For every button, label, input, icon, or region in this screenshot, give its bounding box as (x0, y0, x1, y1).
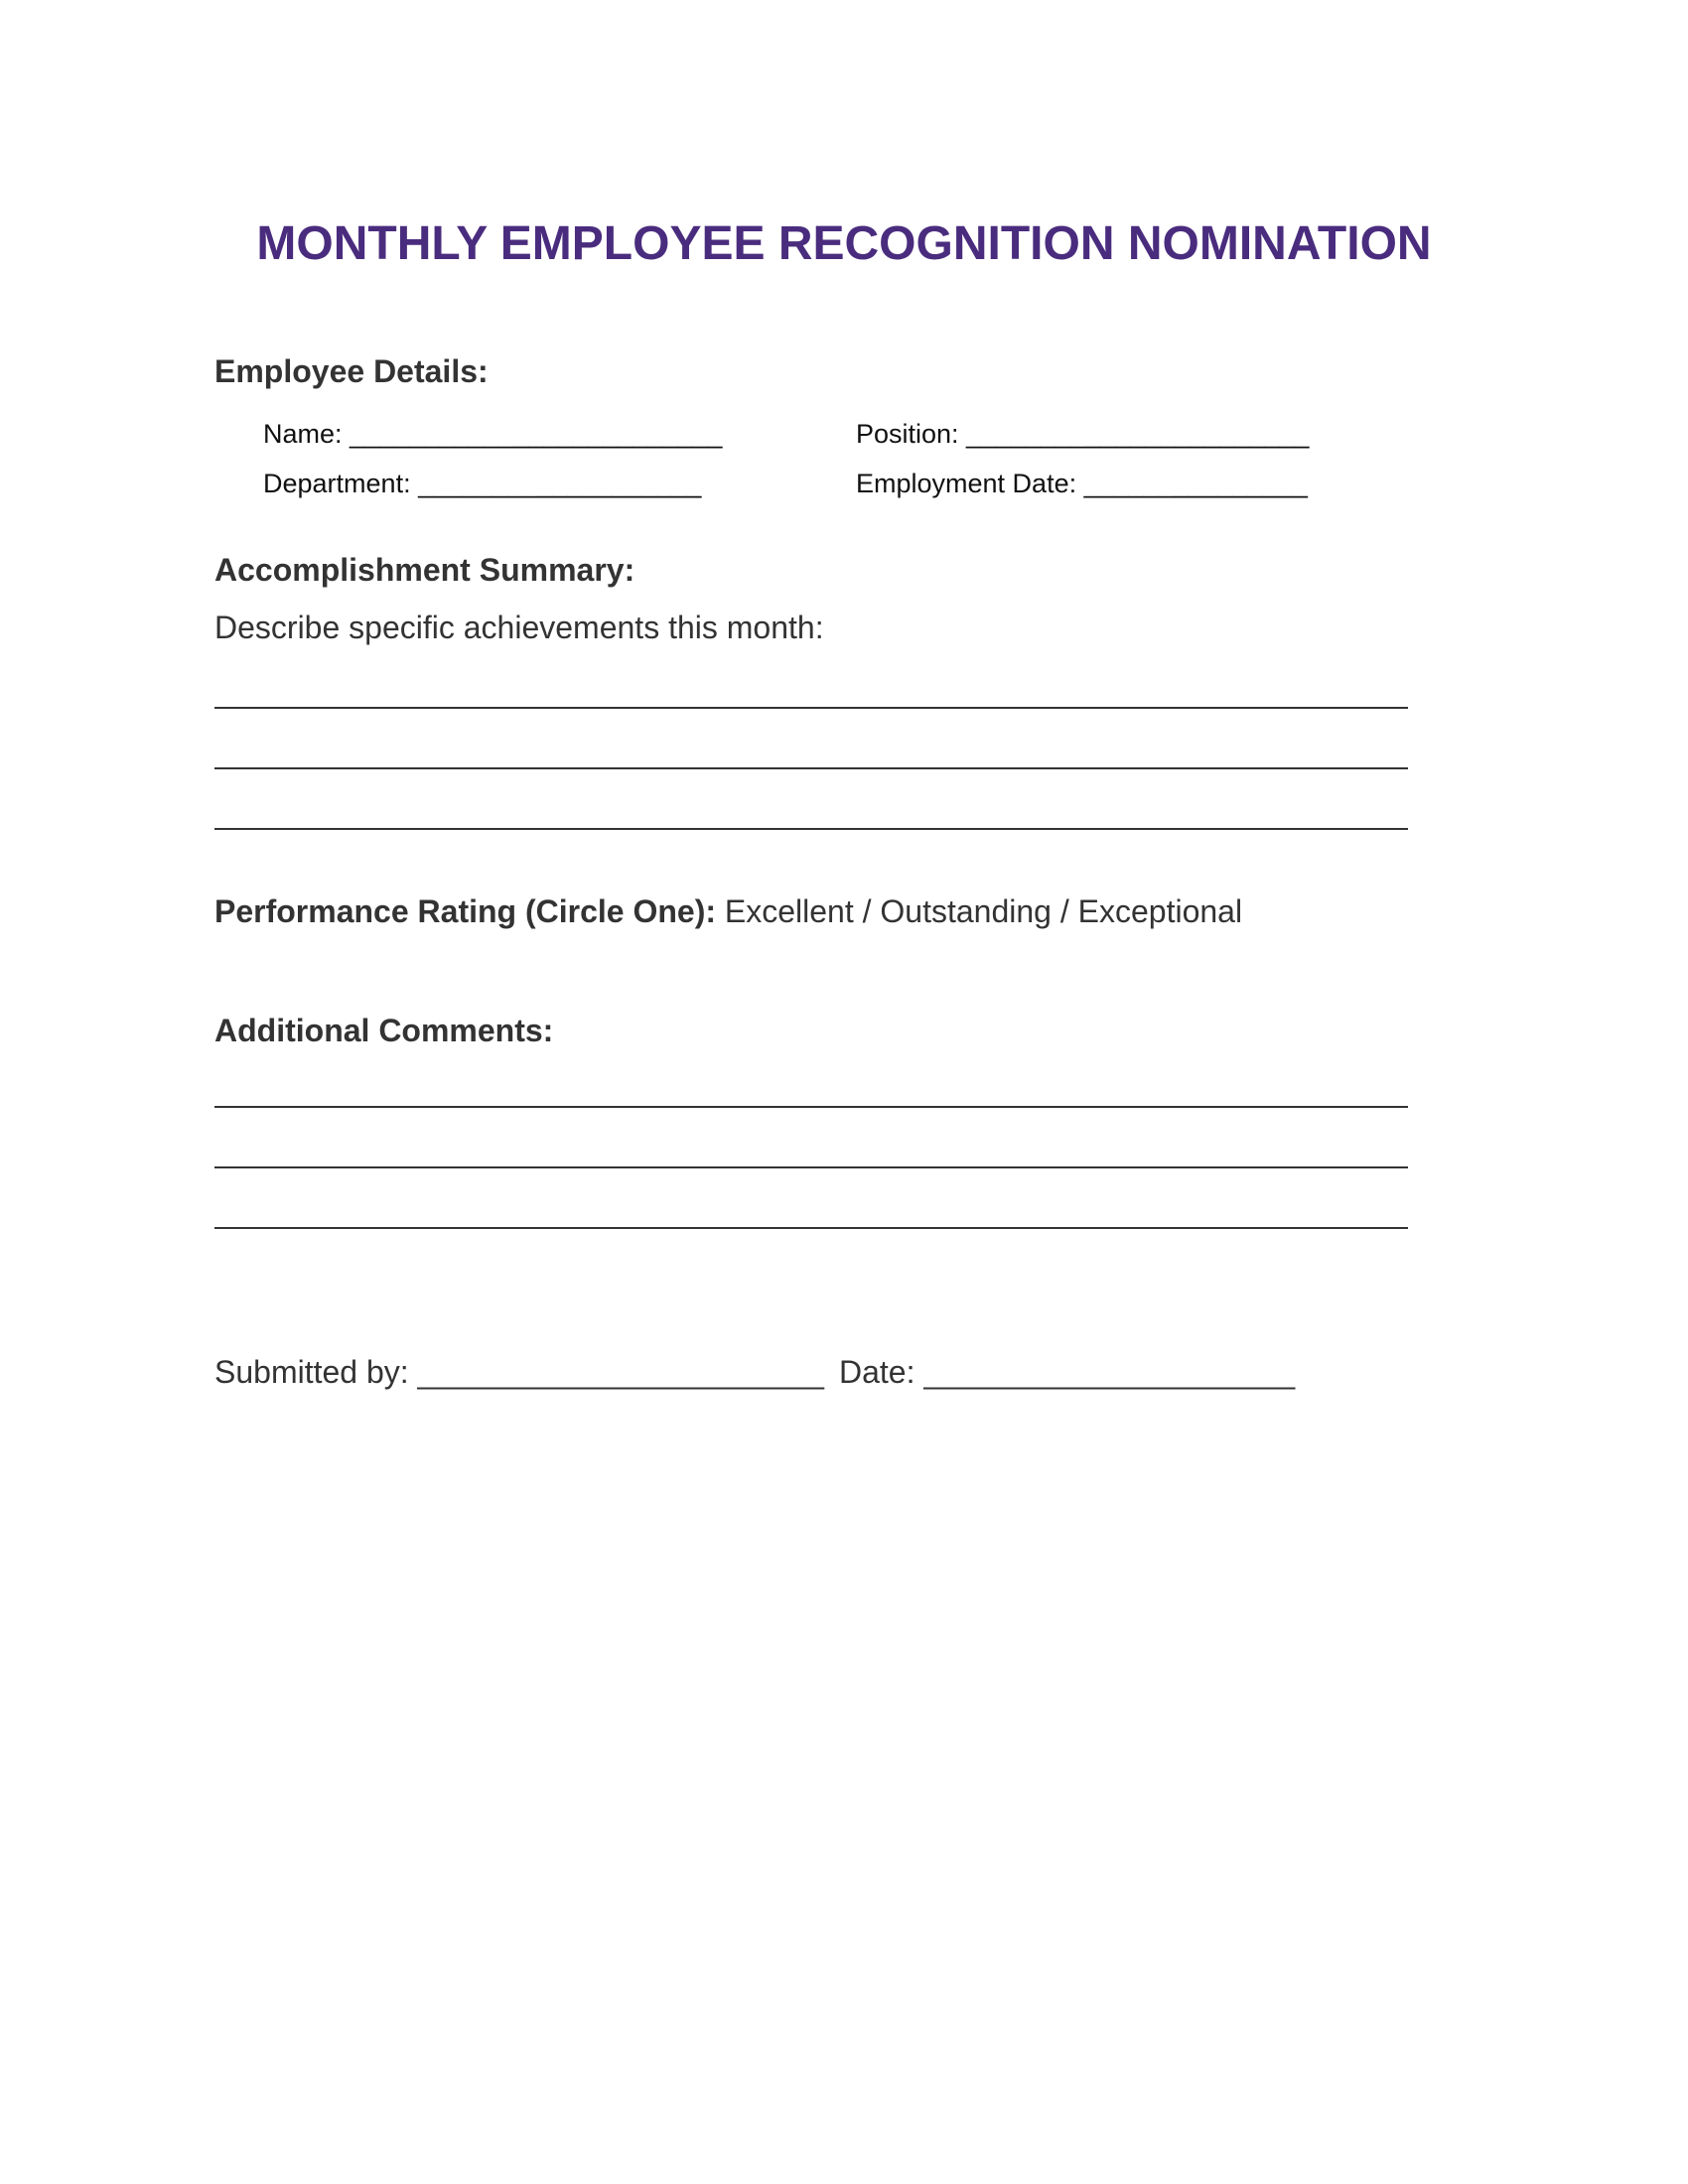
accomplishment-line-2[interactable] (214, 767, 1408, 769)
employment-date-field[interactable]: Employment Date: _______________ (856, 469, 1308, 498)
accomplishment-line-1[interactable] (214, 707, 1408, 709)
accomplishment-prompt: Describe specific achievements this month: (214, 610, 824, 645)
performance-rating (214, 893, 1242, 930)
page-title: MONTHLY EMPLOYEE RECOGNITION NOMINATION (256, 217, 1432, 270)
additional-comments-heading: Additional Comments: (214, 1013, 554, 1048)
employee-details-heading: Employee Details: (214, 353, 489, 389)
submitted-by-field[interactable]: Submitted by: _______________________ (214, 1354, 824, 1390)
accomplishment-summary-heading: Accomplishment Summary: (214, 552, 635, 588)
department-field[interactable]: Department: ___________________ (263, 469, 702, 498)
position-field[interactable]: Position: _______________________ (856, 419, 1310, 449)
comments-line-3[interactable] (214, 1227, 1408, 1229)
name-field[interactable]: Name: _________________________ (263, 419, 723, 449)
date-field[interactable]: Date: _____________________ (839, 1354, 1296, 1390)
performance-rating-label: Performance Rating (Circle One): (214, 893, 716, 929)
accomplishment-line-3[interactable] (214, 828, 1408, 830)
performance-rating-options[interactable]: Excellent / Outstanding / Exceptional (724, 893, 1243, 929)
comments-line-1[interactable] (214, 1106, 1408, 1108)
comments-line-2[interactable] (214, 1166, 1408, 1168)
